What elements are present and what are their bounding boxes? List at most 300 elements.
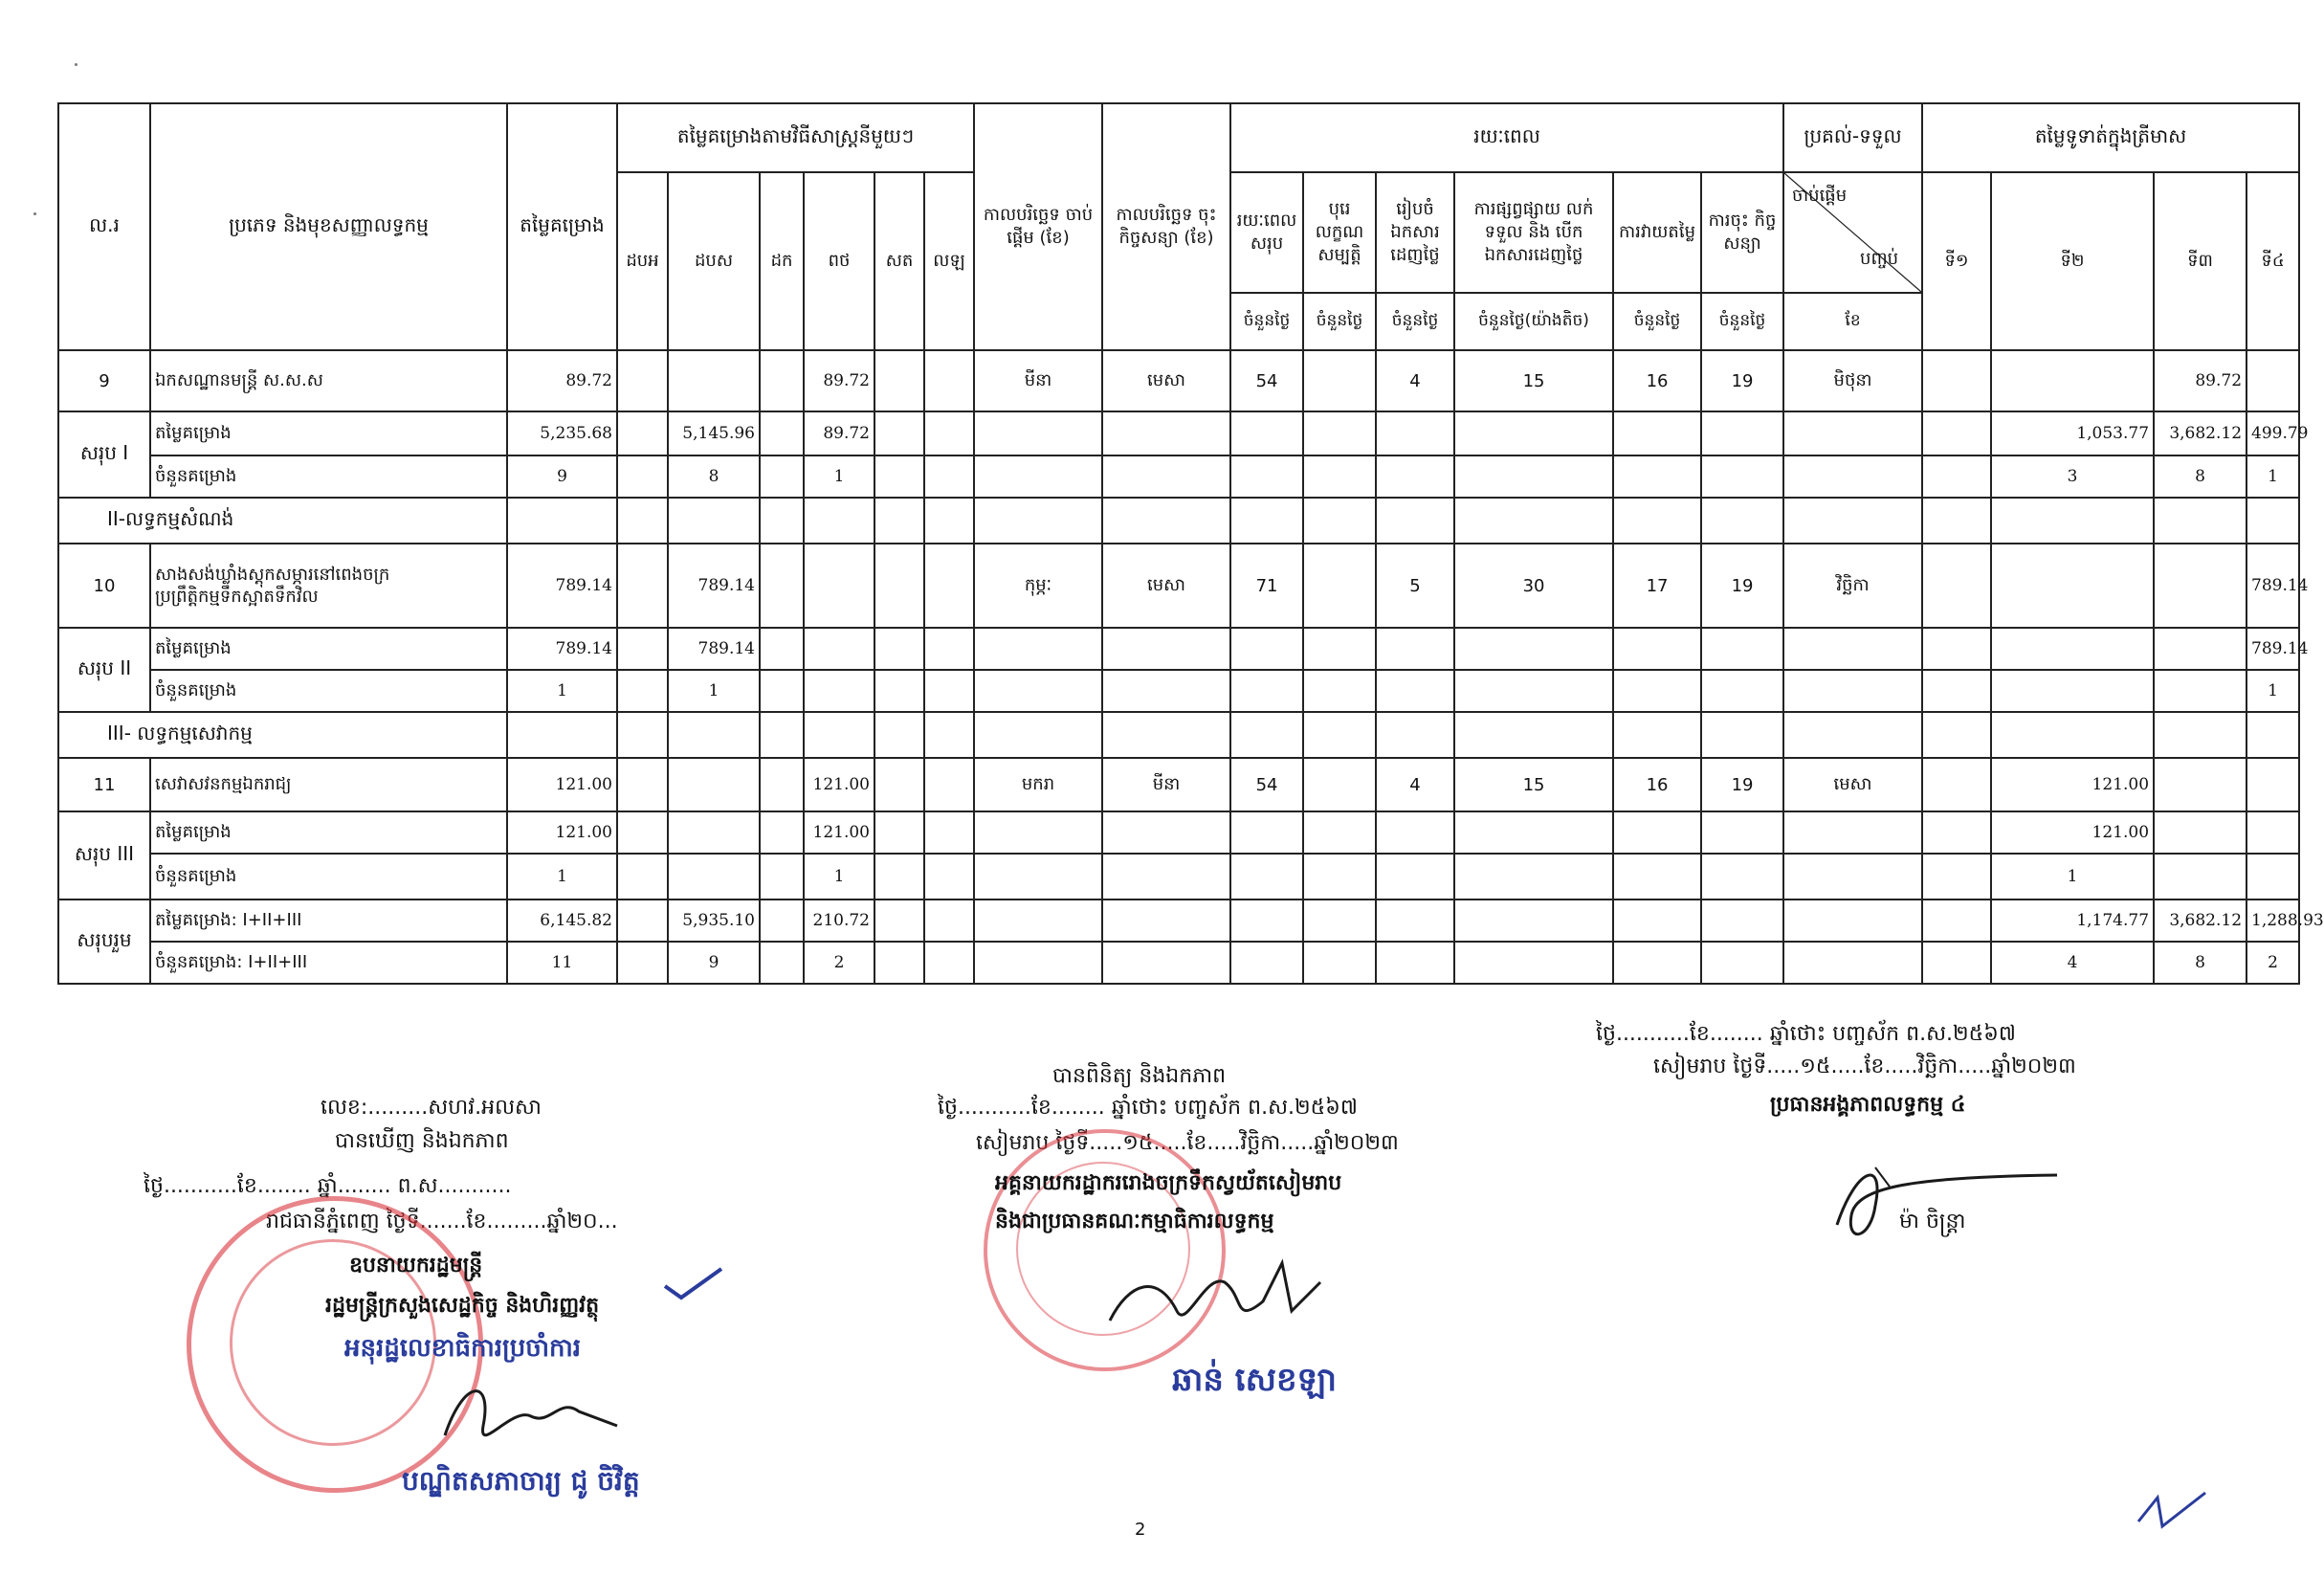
empty-cell	[874, 544, 924, 628]
row-dur-evaluate: 16	[1613, 758, 1701, 811]
header-start-period: កាលបរិច្ឆេទ ចាប់ផ្ដើម (ខែ)	[974, 103, 1102, 350]
empty-cell	[1922, 544, 1991, 628]
empty-cell	[760, 854, 804, 900]
row-name: សេវាសវនកម្មឯករាជ្យ	[150, 758, 507, 811]
empty-cell	[1102, 712, 1230, 758]
cell-value: 1,288.93	[2247, 900, 2299, 942]
row-dur-prepare: 5	[1376, 544, 1454, 628]
table-row	[58, 544, 2299, 628]
cell-value: 789.14	[507, 628, 617, 670]
header-no: ល.រ	[58, 103, 150, 350]
unit-days: ចំនួនថ្ងៃ	[1230, 293, 1303, 350]
cell-value: 4	[1991, 942, 2154, 984]
empty-cell	[924, 854, 974, 900]
empty-cell	[1376, 811, 1454, 854]
empty-cell	[1303, 455, 1376, 498]
row-dur-prepare: 4	[1376, 350, 1454, 411]
empty-cell	[617, 670, 668, 712]
row-dur-advertise: 15	[1454, 350, 1613, 411]
empty-cell	[804, 628, 874, 670]
row-dur-advertise: 30	[1454, 544, 1613, 628]
row-delivery: វិច្ឆិកា	[1783, 544, 1922, 628]
cell-value: 1	[668, 670, 760, 712]
cell-value: 1	[804, 854, 874, 900]
header-q3: ទី៣	[2154, 172, 2247, 350]
empty-cell	[668, 811, 760, 854]
empty-cell	[617, 712, 668, 758]
row-start: កុម្ភៈ	[974, 544, 1102, 628]
empty-cell	[617, 411, 668, 455]
left-title-2: រដ្ឋមន្ត្រីក្រសួងសេដ្ឋកិច្ច និងហិរញ្ញវត្ថុ	[325, 1294, 600, 1318]
empty-cell	[1303, 498, 1376, 544]
cell-value: 11	[507, 942, 617, 984]
cell-value: 2	[804, 942, 874, 984]
empty-cell	[1303, 544, 1376, 628]
empty-cell	[1102, 900, 1230, 942]
empty-cell	[1613, 900, 1701, 942]
cell-value: 3	[1991, 455, 2154, 498]
empty-cell	[1613, 670, 1701, 712]
row-q3: 89.72	[2154, 350, 2247, 411]
empty-cell	[1454, 455, 1613, 498]
empty-cell	[1701, 854, 1783, 900]
table-row	[58, 350, 2299, 411]
cell-value: 8	[668, 455, 760, 498]
empty-cell	[924, 942, 974, 984]
empty-cell	[1783, 811, 1922, 854]
empty-cell	[804, 670, 874, 712]
empty-cell	[874, 411, 924, 455]
row-name: ឯកសណ្ឋានមន្ត្រី ស.ស.ស	[150, 350, 507, 411]
empty-cell	[1701, 900, 1783, 942]
right-signer-name: ម៉ា ចិន្ត្រា	[1899, 1210, 1966, 1233]
row-contract: មេសា	[1102, 544, 1230, 628]
empty-cell	[1922, 712, 1991, 758]
header-q1: ទី១	[1922, 172, 1991, 350]
empty-cell	[874, 498, 924, 544]
cell-value: 3,682.12	[2154, 900, 2247, 942]
row-contract: មេសា	[1102, 350, 1230, 411]
empty-cell	[1701, 411, 1783, 455]
empty-cell	[804, 498, 874, 544]
empty-cell	[1102, 455, 1230, 498]
empty-cell	[974, 811, 1102, 854]
left-title-1: ឧបនាយករដ្ឋមន្ត្រី	[349, 1254, 483, 1277]
empty-cell	[1303, 758, 1376, 811]
empty-cell	[1376, 411, 1454, 455]
empty-cell	[2154, 758, 2247, 811]
unit-days: ចំនួនថ្ងៃ	[1701, 293, 1783, 350]
empty-cell	[1230, 411, 1303, 455]
cell-value: 121.00	[804, 811, 874, 854]
row-no: 9	[58, 350, 150, 411]
empty-cell	[1991, 498, 2154, 544]
empty-cell	[1102, 628, 1230, 670]
empty-cell	[1701, 670, 1783, 712]
cell-value: 8	[2154, 942, 2247, 984]
table-row	[58, 758, 2299, 811]
left-signer-name: បណ្ឌិតសភាចារ្យ ជូ ចិវិត្ត	[402, 1465, 640, 1497]
delivery-end-label: បញ្ចប់	[1860, 248, 1899, 269]
empty-cell	[1701, 628, 1783, 670]
empty-cell	[1454, 670, 1613, 712]
empty-cell	[1783, 854, 1922, 900]
empty-cell	[1230, 670, 1303, 712]
row-name-line: សាងសង់ឃ្លាំងស្តុកសម្ភារនៅពេងចក្រ	[155, 564, 390, 585]
empty-cell	[1230, 628, 1303, 670]
empty-cell	[1303, 900, 1376, 942]
empty-cell	[1230, 455, 1303, 498]
empty-cell	[1454, 854, 1613, 900]
empty-cell	[924, 670, 974, 712]
empty-cell	[1376, 455, 1454, 498]
empty-cell	[874, 455, 924, 498]
empty-cell	[668, 854, 760, 900]
empty-cell	[760, 900, 804, 942]
cell-value: 5,145.96	[668, 411, 760, 455]
row-dur-prepare: 4	[1376, 758, 1454, 811]
empty-cell	[2154, 854, 2247, 900]
row-delivery: មិថុនា	[1783, 350, 1922, 411]
delivery-start-label: ចាប់ផ្ដើម	[1792, 186, 1848, 206]
empty-cell	[1102, 942, 1230, 984]
empty-cell	[2154, 498, 2247, 544]
row-delivery: មេសា	[1783, 758, 1922, 811]
cell-value: 789.14	[668, 628, 760, 670]
subtotal-line: តម្លៃគម្រោង	[150, 811, 507, 854]
left-ref-no: លេខ:.........សហវ.អលសា	[321, 1096, 542, 1120]
subtotal-line: ចំនួនគម្រោង	[150, 670, 507, 712]
cell-value: 1	[2247, 455, 2299, 498]
empty-cell	[617, 758, 668, 811]
empty-cell	[1303, 411, 1376, 455]
row-estimate: 121.00	[507, 758, 617, 811]
subtotal-label: សរុប I	[58, 411, 150, 498]
empty-cell	[2154, 712, 2247, 758]
empty-cell	[1922, 942, 1991, 984]
empty-cell	[1783, 900, 1922, 942]
empty-cell	[974, 628, 1102, 670]
subtotal-line: ចំនួនគម្រោង	[150, 455, 507, 498]
empty-cell	[804, 712, 874, 758]
center-signature-mark	[1100, 1244, 1349, 1349]
empty-cell	[1376, 498, 1454, 544]
cell-value: 3,682.12	[2154, 411, 2247, 455]
total-row	[58, 942, 2299, 984]
header-q4: ទី៤	[2247, 172, 2299, 350]
section-row	[58, 712, 2299, 758]
empty-cell	[617, 544, 668, 628]
empty-cell	[1303, 942, 1376, 984]
empty-cell	[668, 350, 760, 411]
empty-cell	[1922, 498, 1991, 544]
empty-cell	[760, 455, 804, 498]
empty-cell	[668, 712, 760, 758]
center-signer-name: ឆាន់ សេខឡា	[1172, 1361, 1338, 1399]
header-src-3: ដក	[760, 172, 804, 350]
empty-cell	[1102, 811, 1230, 854]
empty-cell	[760, 758, 804, 811]
row-start: មករា	[974, 758, 1102, 811]
empty-cell	[617, 854, 668, 900]
empty-cell	[1613, 455, 1701, 498]
empty-cell	[1102, 854, 1230, 900]
empty-cell	[1991, 712, 2154, 758]
total-row	[58, 900, 2299, 942]
empty-cell	[617, 942, 668, 984]
empty-cell	[1454, 900, 1613, 942]
total-line: ចំនួនគម្រោង: I+II+III	[150, 942, 507, 984]
empty-cell	[1701, 942, 1783, 984]
empty-cell	[1454, 628, 1613, 670]
header-estimate: តម្លៃគម្រោង	[507, 103, 617, 350]
empty-cell	[760, 411, 804, 455]
empty-cell	[1230, 854, 1303, 900]
empty-cell	[1230, 942, 1303, 984]
empty-cell	[760, 498, 804, 544]
cell-value: 2	[2247, 942, 2299, 984]
empty-cell	[974, 411, 1102, 455]
empty-cell	[1613, 854, 1701, 900]
empty-cell	[1303, 811, 1376, 854]
empty-cell	[2154, 811, 2247, 854]
empty-cell	[617, 455, 668, 498]
total-label: សរុបរួម	[58, 900, 150, 984]
unit-days-min: ចំនួនថ្ងៃ(យ៉ាងតិច)	[1454, 293, 1613, 350]
empty-cell	[1376, 628, 1454, 670]
scan-speck	[33, 212, 36, 215]
subtotal-row	[58, 670, 2299, 712]
empty-cell	[1783, 628, 1922, 670]
empty-cell	[1303, 670, 1376, 712]
unit-month: ខែ	[1783, 293, 1922, 350]
empty-cell	[1613, 811, 1701, 854]
scan-speck	[75, 63, 77, 66]
right-title: ប្រធានអង្គភាពលទ្ធកម្ម ៤	[1770, 1093, 1966, 1117]
empty-cell	[1701, 455, 1783, 498]
empty-cell	[1102, 498, 1230, 544]
subtotal-line: តម្លៃគម្រោង	[150, 411, 507, 455]
empty-cell	[874, 942, 924, 984]
empty-cell	[1230, 811, 1303, 854]
cell-value: 121.00	[507, 811, 617, 854]
header-dur-prequal: បុរេ លក្ខណ សម្បត្តិ	[1303, 172, 1376, 293]
empty-cell	[974, 854, 1102, 900]
header-q2: ទី២	[1991, 172, 2154, 350]
row-no: 11	[58, 758, 150, 811]
left-title-3: អនុរដ្ឋលេខាធិការប្រចាំការ	[344, 1334, 582, 1363]
subtotal-label: សរុប II	[58, 628, 150, 712]
header-quarter: តម្លៃទូទាត់ក្នុងត្រីមាស	[1922, 103, 2299, 172]
empty-cell	[760, 712, 804, 758]
header-delivery: ប្រគល់-ទទួល	[1783, 103, 1922, 172]
empty-cell	[760, 811, 804, 854]
empty-cell	[2247, 498, 2299, 544]
unit-days: ចំនួនថ្ងៃ	[1613, 293, 1701, 350]
row-contract: មីនា	[1102, 758, 1230, 811]
empty-cell	[1303, 854, 1376, 900]
row-dur-contract: 19	[1701, 758, 1783, 811]
cell-value: 499.79	[2247, 411, 2299, 455]
empty-cell	[760, 544, 804, 628]
empty-cell	[1376, 854, 1454, 900]
empty-cell	[924, 900, 974, 942]
empty-cell	[2154, 544, 2247, 628]
empty-cell	[1991, 544, 2154, 628]
row-name	[150, 544, 507, 628]
cell-value: 1	[2247, 670, 2299, 712]
empty-cell	[1454, 942, 1613, 984]
empty-cell	[1230, 900, 1303, 942]
left-date-solar: រាជធានីភ្នំពេញ ថ្ងៃទី.......ខែ.........ឆ្នាំ២០...	[266, 1210, 618, 1233]
empty-cell	[874, 854, 924, 900]
empty-cell	[874, 712, 924, 758]
empty-cell	[2154, 628, 2247, 670]
left-date-lunar: ថ្ងៃ...........ខែ........ ឆ្នាំ........ ព.ស...........	[144, 1174, 512, 1198]
empty-cell	[924, 411, 974, 455]
empty-cell	[804, 544, 874, 628]
empty-cell	[2154, 670, 2247, 712]
empty-cell	[974, 712, 1102, 758]
empty-cell	[974, 498, 1102, 544]
row-dur-total: 54	[1230, 758, 1303, 811]
empty-cell	[1454, 712, 1613, 758]
subtotal-line: ចំនួនគម្រោង	[150, 854, 507, 900]
empty-cell	[1376, 900, 1454, 942]
center-title-1: អគ្គនាយករដ្ឋាករ​រោងចក្រទឹកស្វយ័តសៀមរាប	[995, 1171, 1342, 1195]
center-heading: បានពិនិត្យ និងឯកភាព	[1052, 1064, 1227, 1088]
empty-cell	[974, 942, 1102, 984]
empty-cell	[668, 758, 760, 811]
empty-cell	[1102, 670, 1230, 712]
empty-cell	[507, 712, 617, 758]
header-duration: រយៈពេល	[1230, 103, 1783, 172]
empty-cell	[1783, 411, 1922, 455]
row-estimate: 89.72	[507, 350, 617, 411]
empty-cell	[2247, 712, 2299, 758]
empty-cell	[1613, 411, 1701, 455]
row-dur-evaluate: 17	[1613, 544, 1701, 628]
empty-cell	[1922, 350, 1991, 411]
empty-cell	[1922, 455, 1991, 498]
row-dur-contract: 19	[1701, 544, 1783, 628]
subtotal-label: សរុប III	[58, 811, 150, 900]
empty-cell	[1783, 455, 1922, 498]
row-name-line: ប្រព្រឹត្តិកម្មទឹកស្អាតទឹកវិល	[155, 587, 319, 607]
empty-cell	[1922, 811, 1991, 854]
header-row-1	[58, 103, 2299, 172]
header-src-1: ដបអ	[617, 172, 668, 350]
right-date-lunar: ថ្ងៃ...........ខែ........ ឆ្នាំថោះ បញ្ចស័ក ព.ស.២៥៦៧	[1596, 1022, 2016, 1046]
empty-cell	[1783, 498, 1922, 544]
section-title: III- លទ្ធកម្មសេវាកម្ម	[58, 712, 507, 758]
empty-cell	[1991, 670, 2154, 712]
cell-value: 89.72	[804, 411, 874, 455]
center-date-lunar: ថ្ងៃ...........ខែ........ ឆ្នាំថោះ បញ្ចស័ក ព.ស.២៥៦៧	[938, 1096, 1358, 1120]
empty-cell	[2247, 811, 2299, 854]
empty-cell	[2247, 350, 2299, 411]
section-row	[58, 498, 2299, 544]
cell-value: 9	[507, 455, 617, 498]
subtotal-row	[58, 455, 2299, 498]
cell-value: 9	[668, 942, 760, 984]
total-line: តម្លៃគម្រោង: I+II+III	[150, 900, 507, 942]
header-delivery-diagonal	[1783, 172, 1922, 293]
empty-cell	[1701, 712, 1783, 758]
empty-cell	[2247, 758, 2299, 811]
cell-value: 6,145.82	[507, 900, 617, 942]
empty-cell	[1922, 628, 1991, 670]
empty-cell	[617, 498, 668, 544]
initial-mark	[2134, 1478, 2210, 1536]
header-dur-total: រយៈពេល សរុប	[1230, 172, 1303, 293]
subtotal-row	[58, 811, 2299, 854]
subtotal-row	[58, 628, 2299, 670]
empty-cell	[1613, 942, 1701, 984]
empty-cell	[1376, 942, 1454, 984]
empty-cell	[1783, 712, 1922, 758]
empty-cell	[617, 350, 668, 411]
empty-cell	[1376, 670, 1454, 712]
empty-cell	[874, 670, 924, 712]
empty-cell	[1922, 900, 1991, 942]
empty-cell	[1230, 498, 1303, 544]
empty-cell	[924, 758, 974, 811]
header-dur-advertise: ការផ្សព្វផ្សាយ លក់ ទទួល និង បើកឯកសារដេញថ្លៃ	[1454, 172, 1613, 293]
empty-cell	[617, 811, 668, 854]
empty-cell	[1922, 411, 1991, 455]
empty-cell	[1613, 712, 1701, 758]
empty-cell	[1376, 712, 1454, 758]
empty-cell	[1783, 942, 1922, 984]
cell-value: 1	[1991, 854, 2154, 900]
empty-cell	[1991, 628, 2154, 670]
empty-cell	[1454, 498, 1613, 544]
section-title: II-លទ្ធកម្មសំណង់	[58, 498, 507, 544]
empty-cell	[1303, 350, 1376, 411]
row-dur-total: 54	[1230, 350, 1303, 411]
row-src4: 89.72	[804, 350, 874, 411]
subtotal-line: តម្លៃគម្រោង	[150, 628, 507, 670]
empty-cell	[1303, 628, 1376, 670]
empty-cell	[874, 811, 924, 854]
empty-cell	[1701, 498, 1783, 544]
subtotal-row	[58, 411, 2299, 455]
header-src-4: ពថ	[804, 172, 874, 350]
empty-cell	[617, 628, 668, 670]
cell-value: 5,235.68	[507, 411, 617, 455]
empty-cell	[1613, 498, 1701, 544]
row-dur-contract: 19	[1701, 350, 1783, 411]
empty-cell	[924, 498, 974, 544]
row-dur-total: 71	[1230, 544, 1303, 628]
empty-cell	[1613, 628, 1701, 670]
center-title-2: និងជាប្រធានគណៈកម្មាធិការលទ្ធកម្ម	[995, 1210, 1274, 1233]
cell-value: 1,174.77	[1991, 900, 2154, 942]
header-dur-evaluate: ការវាយតម្លៃ	[1613, 172, 1701, 293]
subtotal-row	[58, 854, 2299, 900]
empty-cell	[760, 670, 804, 712]
empty-cell	[1922, 670, 1991, 712]
row-estimate: 789.14	[507, 544, 617, 628]
left-heading: បានឃើញ និងឯកភាព	[335, 1129, 509, 1153]
empty-cell	[924, 712, 974, 758]
center-date-solar: សៀមរាប ថ្ងៃទី.....១៥.....ខែ.....វិច្ឆិកា.....ឆ្នាំ២០២៣	[976, 1131, 1399, 1155]
empty-cell	[668, 498, 760, 544]
header-src-5: សត	[874, 172, 924, 350]
row-start: មីនា	[974, 350, 1102, 411]
empty-cell	[2247, 854, 2299, 900]
